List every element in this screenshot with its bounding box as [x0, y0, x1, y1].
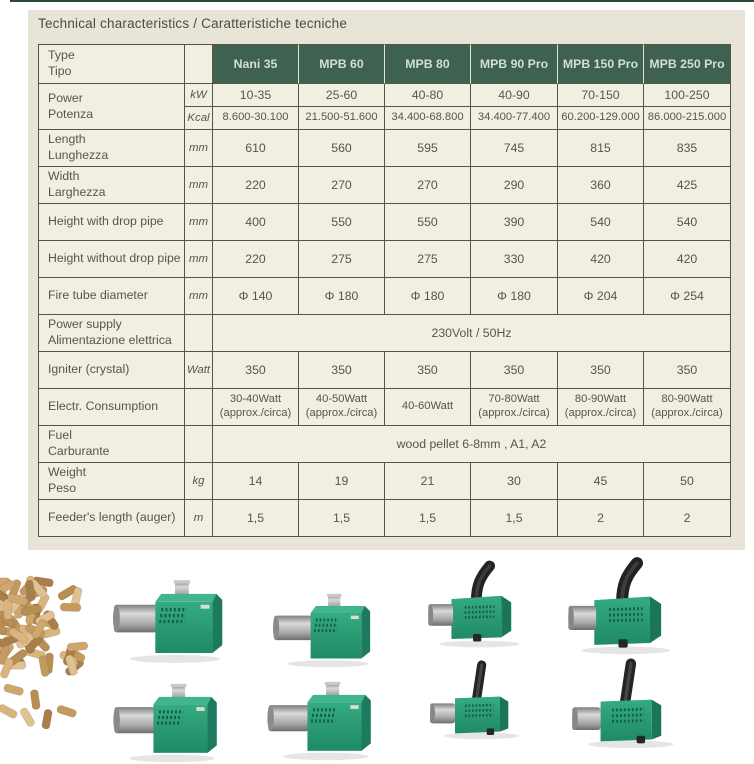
spec-cell: 420	[644, 241, 731, 278]
row-label-type: Type Tipo	[38, 44, 185, 84]
row-label-length: Length Lunghezza	[38, 130, 185, 167]
spec-cell: 540	[558, 204, 644, 241]
spec-cell: Φ 254	[644, 278, 731, 315]
row-label-electr-consumption: Electr. Consumption	[38, 389, 185, 426]
burner-photo-2	[272, 592, 386, 669]
page-title: Technical characteristics / Caratteristiche tecniche	[38, 16, 348, 31]
burner-photo-4	[568, 552, 680, 656]
spec-cell: Φ 180	[385, 278, 471, 315]
row-unit-power: kW	[185, 84, 213, 107]
spec-cell: 420	[558, 241, 644, 278]
row-label-fire-tube-diameter: Fire tube diameter	[38, 278, 185, 315]
spec-cell: 21	[385, 463, 471, 500]
spec-cell: 540	[644, 204, 731, 241]
burner-photo-7	[430, 660, 530, 740]
row-unit-width: mm	[185, 167, 213, 204]
row-label-power: Power Potenza	[38, 84, 185, 130]
spec-cell: 275	[385, 241, 471, 278]
spec-cell: 60.200-129.000	[558, 107, 644, 130]
spec-cell: 270	[299, 167, 385, 204]
spec-cell: 610	[213, 130, 299, 167]
spec-cell: 100-250	[644, 84, 731, 107]
spec-cell: 350	[213, 352, 299, 389]
spec-cell: 220	[213, 241, 299, 278]
row-unit-height-without-drop-pipe: mm	[185, 241, 213, 278]
row-label-fuel: Fuel Carburante	[38, 426, 185, 463]
row-unit-igniter: Watt	[185, 352, 213, 389]
spec-cell: 275	[299, 241, 385, 278]
spec-cell: Φ 180	[299, 278, 385, 315]
spec-cell: 270	[385, 167, 471, 204]
spec-table-body	[38, 44, 731, 537]
spec-cell: 550	[385, 204, 471, 241]
row-unit-height-with-drop-pipe: mm	[185, 204, 213, 241]
spec-cell: 19	[299, 463, 385, 500]
spec-cell: 10-35	[213, 84, 299, 107]
spec-cell: 34.400-77.400	[471, 107, 558, 130]
spec-cell: 80-90Watt (approx./circa)	[644, 389, 731, 426]
spec-cell: 70-80Watt (approx./circa)	[471, 389, 558, 426]
row-unit-length: mm	[185, 130, 213, 167]
spec-cell: 8.600-30.100	[213, 107, 299, 130]
burner-photo-1	[112, 578, 240, 665]
spec-cell: 560	[299, 130, 385, 167]
spec-cell: 45	[558, 463, 644, 500]
spec-cell: 350	[471, 352, 558, 389]
row-label-power-supply: Power supply Alimentazione elettrica	[38, 315, 185, 352]
spec-cell: 400	[213, 204, 299, 241]
spec-cell: 220	[213, 167, 299, 204]
spec-cell: 40-80	[385, 84, 471, 107]
row-unit-feeder-length: m	[185, 500, 213, 537]
spec-cell: 2	[558, 500, 644, 537]
row-label-weight: Weight Peso	[38, 463, 185, 500]
column-header-mpb-150-pro: MPB 150 Pro	[558, 44, 644, 84]
spec-cell: Φ 140	[213, 278, 299, 315]
burner-photo-5	[112, 682, 234, 764]
spec-cell: 14	[213, 463, 299, 500]
wood-pellets-photo	[0, 572, 102, 729]
spec-cell: 30-40Watt (approx./circa)	[213, 389, 299, 426]
spec-cell: 40-90	[471, 84, 558, 107]
row-label-width: Width Larghezza	[38, 167, 185, 204]
row-label-feeder-length: Feeder's length (auger)	[38, 500, 185, 537]
spec-cell: 815	[558, 130, 644, 167]
top-divider-line	[10, 0, 754, 2]
row-label-height-with-drop-pipe: Height with drop pipe	[38, 204, 185, 241]
row-unit-fire-tube-diameter: mm	[185, 278, 213, 315]
row-unit-weight: kg	[185, 463, 213, 500]
column-header-mpb-80: MPB 80	[385, 44, 471, 84]
spec-cell: 50	[644, 463, 731, 500]
burner-photo-3	[428, 556, 528, 649]
spec-cell: 595	[385, 130, 471, 167]
row-label-height-without-drop-pipe: Height without drop pipe	[38, 241, 185, 278]
row-unit-electr-consumption	[185, 389, 213, 426]
spec-cell: 350	[644, 352, 731, 389]
spec-cell: 21.500-51.600	[299, 107, 385, 130]
spec-cell: 40-60Watt	[385, 389, 471, 426]
spec-cell: 550	[299, 204, 385, 241]
spec-cell: 350	[299, 352, 385, 389]
spec-cell-span: 230Volt / 50Hz	[213, 315, 731, 352]
unit-header-cell	[185, 44, 213, 84]
column-header-mpb-250-pro: MPB 250 Pro	[644, 44, 731, 84]
spec-cell: 1,5	[385, 500, 471, 537]
column-header-mpb-90-pro: MPB 90 Pro	[471, 44, 558, 84]
spec-table	[38, 44, 731, 537]
burner-photo-8	[572, 658, 686, 749]
spec-cell: 25-60	[299, 84, 385, 107]
spec-table-wrap	[38, 44, 731, 537]
spec-cell: Φ 180	[471, 278, 558, 315]
spec-cell: 360	[558, 167, 644, 204]
spec-cell: Φ 204	[558, 278, 644, 315]
spec-cell: 40-50Watt (approx./circa)	[299, 389, 385, 426]
spec-cell: 70-150	[558, 84, 644, 107]
row-unit-power: Kcal	[185, 107, 213, 130]
spec-cell: 1,5	[471, 500, 558, 537]
spec-cell: 425	[644, 167, 731, 204]
spec-cell: 745	[471, 130, 558, 167]
spec-cell: 835	[644, 130, 731, 167]
spec-cell: 390	[471, 204, 558, 241]
spec-cell: 30	[471, 463, 558, 500]
spec-cell: 350	[385, 352, 471, 389]
spec-cell-span: wood pellet 6-8mm , A1, A2	[213, 426, 731, 463]
spec-cell: 2	[644, 500, 731, 537]
spec-cell: 1,5	[213, 500, 299, 537]
spec-cell: 290	[471, 167, 558, 204]
row-unit-fuel	[185, 426, 213, 463]
spec-cell: 350	[558, 352, 644, 389]
spec-cell: 330	[471, 241, 558, 278]
column-header-nani-35: Nani 35	[213, 44, 299, 84]
burner-photo-6	[266, 680, 388, 762]
spec-cell: 34.400-68.800	[385, 107, 471, 130]
column-header-mpb-60: MPB 60	[299, 44, 385, 84]
row-unit-power-supply	[185, 315, 213, 352]
spec-cell: 80-90Watt (approx./circa)	[558, 389, 644, 426]
spec-cell: 86.000-215.000	[644, 107, 731, 130]
spec-cell: 1,5	[299, 500, 385, 537]
row-label-igniter: Igniter (crystal)	[38, 352, 185, 389]
